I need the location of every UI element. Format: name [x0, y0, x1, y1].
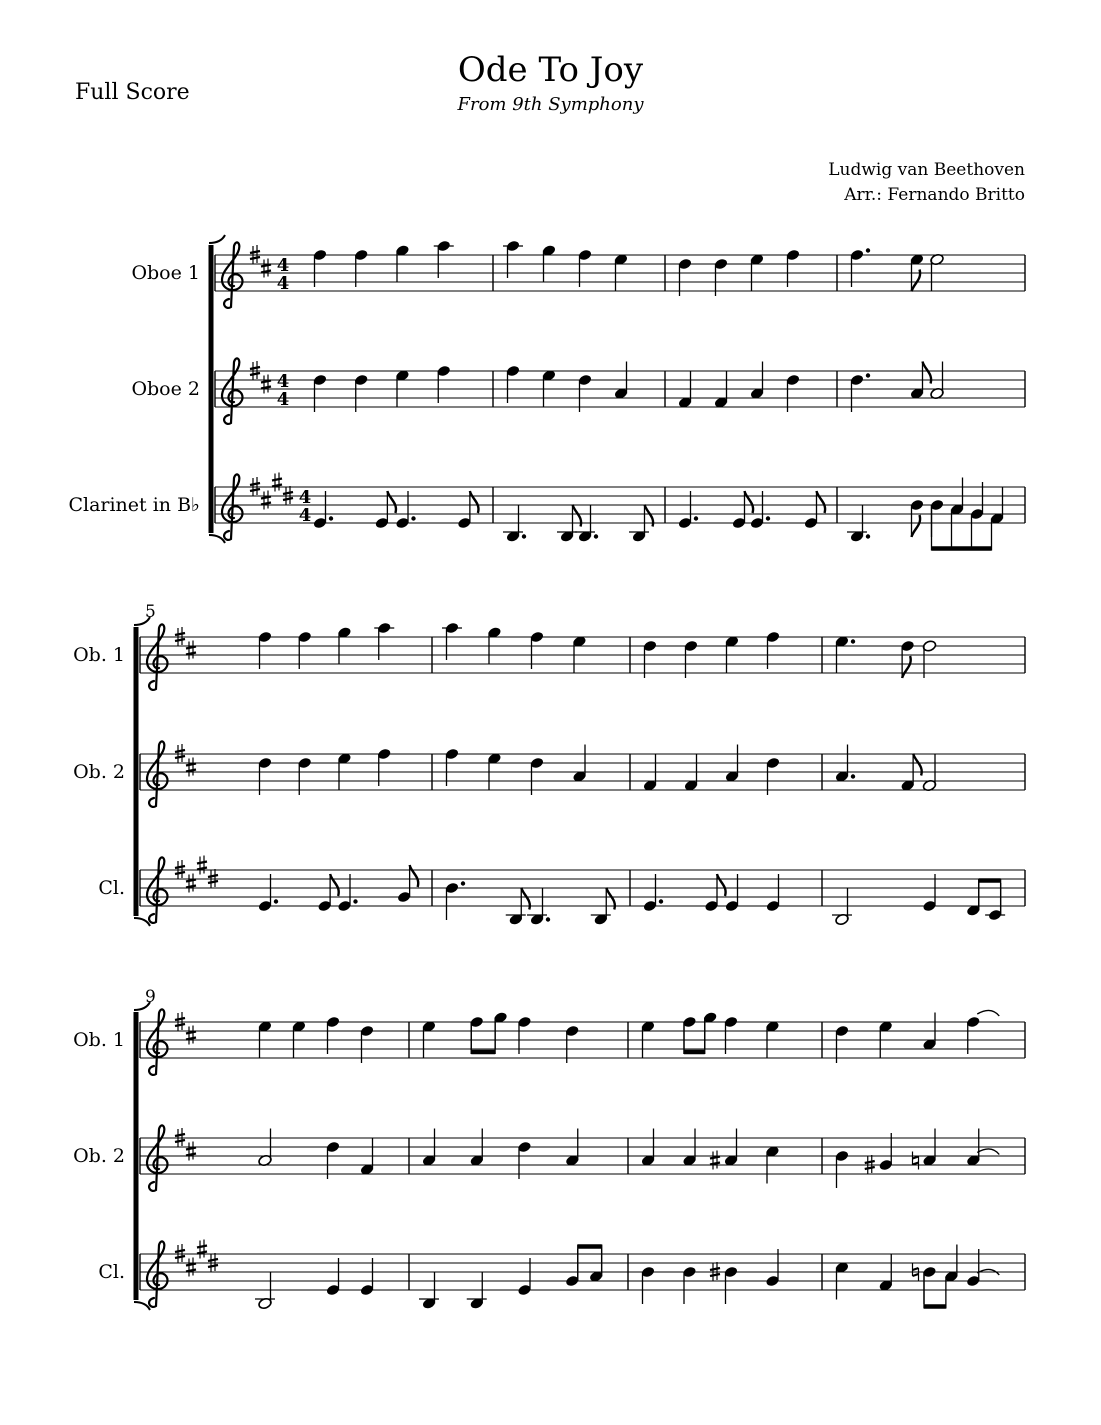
note — [682, 1266, 697, 1304]
treble-clef — [222, 358, 242, 424]
note — [258, 1129, 273, 1167]
staff — [131, 240, 1025, 308]
bracket-bottom-hook — [209, 535, 225, 543]
note — [765, 1020, 780, 1058]
note — [847, 505, 870, 543]
augmentation-dot — [766, 516, 770, 520]
note — [641, 1020, 656, 1058]
note — [641, 1266, 656, 1304]
eighth-flag — [745, 491, 754, 513]
key-signature-sharp — [197, 1240, 207, 1259]
key-signature-sharp — [186, 1258, 196, 1277]
measure — [643, 745, 781, 796]
note — [786, 249, 801, 287]
augmentation-dot — [329, 516, 333, 520]
treble-clef — [147, 741, 167, 807]
sharp-accidental — [710, 1151, 720, 1170]
measure — [422, 1129, 580, 1180]
note — [487, 626, 502, 664]
note — [678, 371, 693, 409]
arranger-credit: Arr.: Fernando Britto — [844, 185, 1025, 205]
note — [913, 1263, 937, 1304]
note — [530, 631, 545, 669]
note — [326, 1141, 341, 1179]
note — [878, 1254, 893, 1292]
treble-clef — [147, 1241, 167, 1307]
score-system — [73, 987, 1025, 1310]
measure — [835, 745, 937, 792]
note — [913, 1129, 937, 1170]
instrument-name: Ob. 1 — [73, 644, 125, 666]
key-signature-sharp — [272, 473, 282, 492]
note — [766, 757, 781, 795]
note — [614, 362, 629, 400]
note — [922, 1013, 937, 1051]
instrument-name: Cl. — [98, 1261, 125, 1283]
natural-sign — [913, 1152, 919, 1170]
note — [422, 1129, 437, 1167]
note — [835, 1261, 850, 1299]
note — [506, 365, 521, 403]
staff — [73, 741, 1025, 807]
note — [714, 258, 729, 296]
measure — [258, 622, 395, 669]
eighth-flag — [817, 491, 826, 513]
note — [724, 1016, 739, 1054]
note — [878, 1020, 893, 1058]
time-signature-bottom: 4 — [276, 389, 290, 410]
staff — [98, 856, 1025, 926]
note — [354, 374, 369, 412]
measure — [503, 240, 628, 292]
note — [557, 505, 581, 543]
bracket-top-hook — [209, 235, 225, 243]
note — [900, 640, 915, 678]
measure — [643, 874, 781, 912]
note — [614, 253, 629, 291]
measure — [442, 622, 587, 674]
note — [517, 1016, 532, 1054]
note — [591, 888, 615, 926]
measure — [835, 1010, 1000, 1063]
treble-clef — [147, 1125, 167, 1191]
note — [326, 1016, 341, 1054]
bracket-bottom-hook — [134, 1302, 150, 1310]
key-signature-sharp — [197, 856, 207, 875]
augmentation-dot — [866, 373, 870, 377]
note — [436, 365, 451, 403]
augmentation-dot — [851, 774, 855, 778]
note — [326, 1258, 341, 1296]
note — [419, 1272, 439, 1310]
note — [766, 631, 781, 669]
note — [360, 1258, 375, 1296]
note — [641, 1129, 656, 1167]
measure — [258, 1016, 375, 1063]
note — [360, 1025, 375, 1063]
eighth-flag — [330, 874, 339, 896]
note — [710, 1262, 738, 1304]
note — [575, 505, 598, 543]
note — [682, 1129, 697, 1167]
note — [395, 491, 416, 529]
measure — [641, 1011, 780, 1058]
note — [750, 253, 765, 291]
note — [354, 249, 369, 287]
note — [565, 1129, 580, 1167]
note — [910, 253, 925, 291]
note — [578, 249, 593, 287]
treble-clef — [222, 474, 242, 540]
note — [467, 1272, 487, 1310]
key-signature-sharp — [186, 1026, 196, 1045]
measure-number: 9 — [145, 987, 156, 1007]
eighth-flag — [902, 656, 911, 678]
note — [750, 362, 765, 400]
note — [910, 499, 925, 537]
measure — [445, 745, 587, 796]
key-signature-sharp — [186, 1142, 196, 1161]
note — [395, 244, 410, 282]
measure — [850, 362, 945, 413]
note — [835, 1150, 850, 1188]
note — [542, 244, 557, 282]
score-subtitle: From 9th Symphony — [457, 94, 644, 115]
note — [317, 874, 339, 912]
note — [985, 883, 1005, 921]
note — [850, 248, 871, 287]
note — [397, 865, 419, 903]
augmentation-dot — [866, 534, 870, 538]
measure — [258, 748, 392, 795]
note — [503, 240, 523, 278]
note — [765, 1145, 780, 1183]
augmentation-dot — [353, 899, 357, 903]
note — [506, 888, 530, 926]
instrument-name: Cl. — [98, 877, 125, 899]
treble-clef — [147, 1009, 167, 1075]
note — [835, 745, 856, 783]
measure — [503, 505, 653, 543]
note — [255, 1272, 275, 1310]
note — [835, 1025, 850, 1063]
note — [503, 505, 526, 543]
score-system — [68, 235, 1025, 551]
note — [313, 491, 334, 529]
note — [445, 748, 460, 786]
note — [313, 249, 328, 287]
measure — [258, 1129, 375, 1180]
note — [572, 635, 587, 673]
note — [517, 1258, 532, 1296]
note — [565, 1025, 580, 1063]
note — [517, 1141, 532, 1179]
note — [732, 491, 754, 529]
note — [930, 253, 945, 291]
note — [374, 622, 394, 660]
instrument-name: Oboe 1 — [131, 262, 200, 284]
key-signature-sharp — [261, 375, 271, 394]
key-signature-sharp — [186, 641, 196, 660]
measure — [678, 249, 801, 296]
note — [786, 374, 801, 412]
measure — [258, 865, 419, 912]
note — [966, 1010, 999, 1054]
key-signature-sharp — [186, 758, 196, 777]
note — [572, 745, 587, 783]
note — [922, 640, 937, 678]
note — [714, 371, 729, 409]
note — [395, 369, 410, 407]
note — [337, 626, 352, 664]
note — [832, 888, 852, 926]
note — [766, 874, 781, 912]
note — [258, 757, 273, 795]
measure — [835, 635, 937, 678]
note — [678, 258, 693, 296]
augmentation-dot — [274, 899, 278, 903]
score-system — [73, 602, 1025, 926]
measure — [832, 874, 1005, 926]
measure — [506, 362, 629, 413]
note — [337, 874, 358, 912]
note — [725, 635, 740, 673]
time-signature-bottom: 4 — [276, 273, 290, 294]
augmentation-dot — [461, 881, 465, 885]
note — [297, 631, 312, 669]
eighth-flag — [912, 515, 921, 537]
measure — [641, 1249, 780, 1304]
instrument-name: Ob. 1 — [73, 1029, 125, 1051]
augmentation-dot — [546, 917, 550, 921]
treble-clef — [147, 857, 167, 923]
note — [445, 881, 466, 920]
augmentation-dot — [522, 534, 526, 538]
note — [922, 754, 937, 792]
note — [704, 874, 726, 912]
note — [725, 745, 740, 783]
measure — [678, 362, 801, 413]
note — [457, 491, 479, 529]
staff — [98, 1240, 1025, 1310]
note — [643, 754, 658, 792]
note — [258, 631, 273, 669]
note — [422, 1020, 437, 1058]
eighth-flag — [470, 491, 479, 513]
note — [710, 1129, 738, 1170]
time-signature-bottom: 4 — [298, 505, 312, 526]
note — [643, 640, 658, 678]
eighth-flag — [717, 874, 726, 896]
note — [487, 752, 502, 790]
treble-clef — [147, 624, 167, 690]
note — [684, 640, 699, 678]
note — [434, 240, 454, 278]
note — [922, 874, 937, 912]
measure — [313, 491, 479, 529]
note — [804, 491, 826, 529]
eighth-flag — [410, 865, 419, 887]
measure — [313, 365, 452, 412]
instrument-name: Ob. 2 — [73, 1145, 125, 1167]
note — [530, 757, 545, 795]
time-signature-top: 4 — [298, 487, 312, 508]
note — [469, 1129, 484, 1167]
measure — [678, 491, 826, 529]
note — [725, 874, 740, 912]
instrument-name: Oboe 2 — [131, 378, 200, 400]
note — [910, 362, 932, 400]
note — [374, 491, 396, 529]
note — [835, 635, 856, 673]
time-signature-top: 4 — [276, 255, 290, 276]
composer-credit: Ludwig van Beethoven — [828, 160, 1025, 180]
augmentation-dot — [866, 248, 870, 252]
instrument-name: Ob. 2 — [73, 761, 125, 783]
note — [360, 1138, 375, 1176]
score-title: Ode To Joy — [457, 50, 644, 90]
staff — [73, 1009, 1025, 1075]
tie — [977, 1010, 999, 1016]
key-signature-sharp — [261, 491, 271, 510]
instrument-name: Clarinet in B♭ — [68, 494, 200, 516]
augmentation-dot — [694, 516, 698, 520]
note — [966, 1129, 999, 1167]
note — [643, 874, 664, 912]
note — [765, 1249, 780, 1287]
measure — [313, 240, 454, 287]
note — [900, 754, 922, 792]
note — [337, 752, 352, 790]
note — [258, 1020, 273, 1058]
tie — [977, 1149, 999, 1155]
staff — [73, 1125, 1025, 1191]
bracket-bottom-hook — [134, 918, 150, 926]
measure — [643, 631, 781, 678]
note — [678, 491, 699, 529]
augmentation-dot — [594, 534, 598, 538]
time-signature-top: 4 — [276, 371, 290, 392]
note — [297, 757, 312, 795]
note — [292, 1020, 307, 1058]
note — [578, 374, 593, 412]
note — [629, 505, 653, 543]
staff — [73, 622, 1025, 690]
note — [542, 369, 557, 407]
note — [865, 1133, 893, 1174]
note — [684, 754, 699, 792]
augmentation-dot — [851, 639, 855, 643]
staff — [131, 358, 1025, 424]
measure — [835, 1129, 1000, 1189]
measure-number: 5 — [145, 602, 156, 622]
note — [850, 373, 871, 412]
augmentation-dot — [411, 516, 415, 520]
note — [966, 1249, 999, 1287]
note — [313, 374, 328, 412]
note — [377, 748, 392, 786]
key-signature-sharp — [261, 259, 271, 278]
key-signature-sharp — [186, 874, 196, 893]
augmentation-dot — [659, 899, 663, 903]
measure — [255, 1258, 374, 1310]
note — [442, 622, 462, 660]
measure — [422, 1011, 580, 1063]
treble-clef — [222, 242, 242, 308]
full-score-label: Full Score — [75, 80, 190, 105]
eighth-flag — [387, 491, 396, 513]
note — [258, 874, 279, 912]
